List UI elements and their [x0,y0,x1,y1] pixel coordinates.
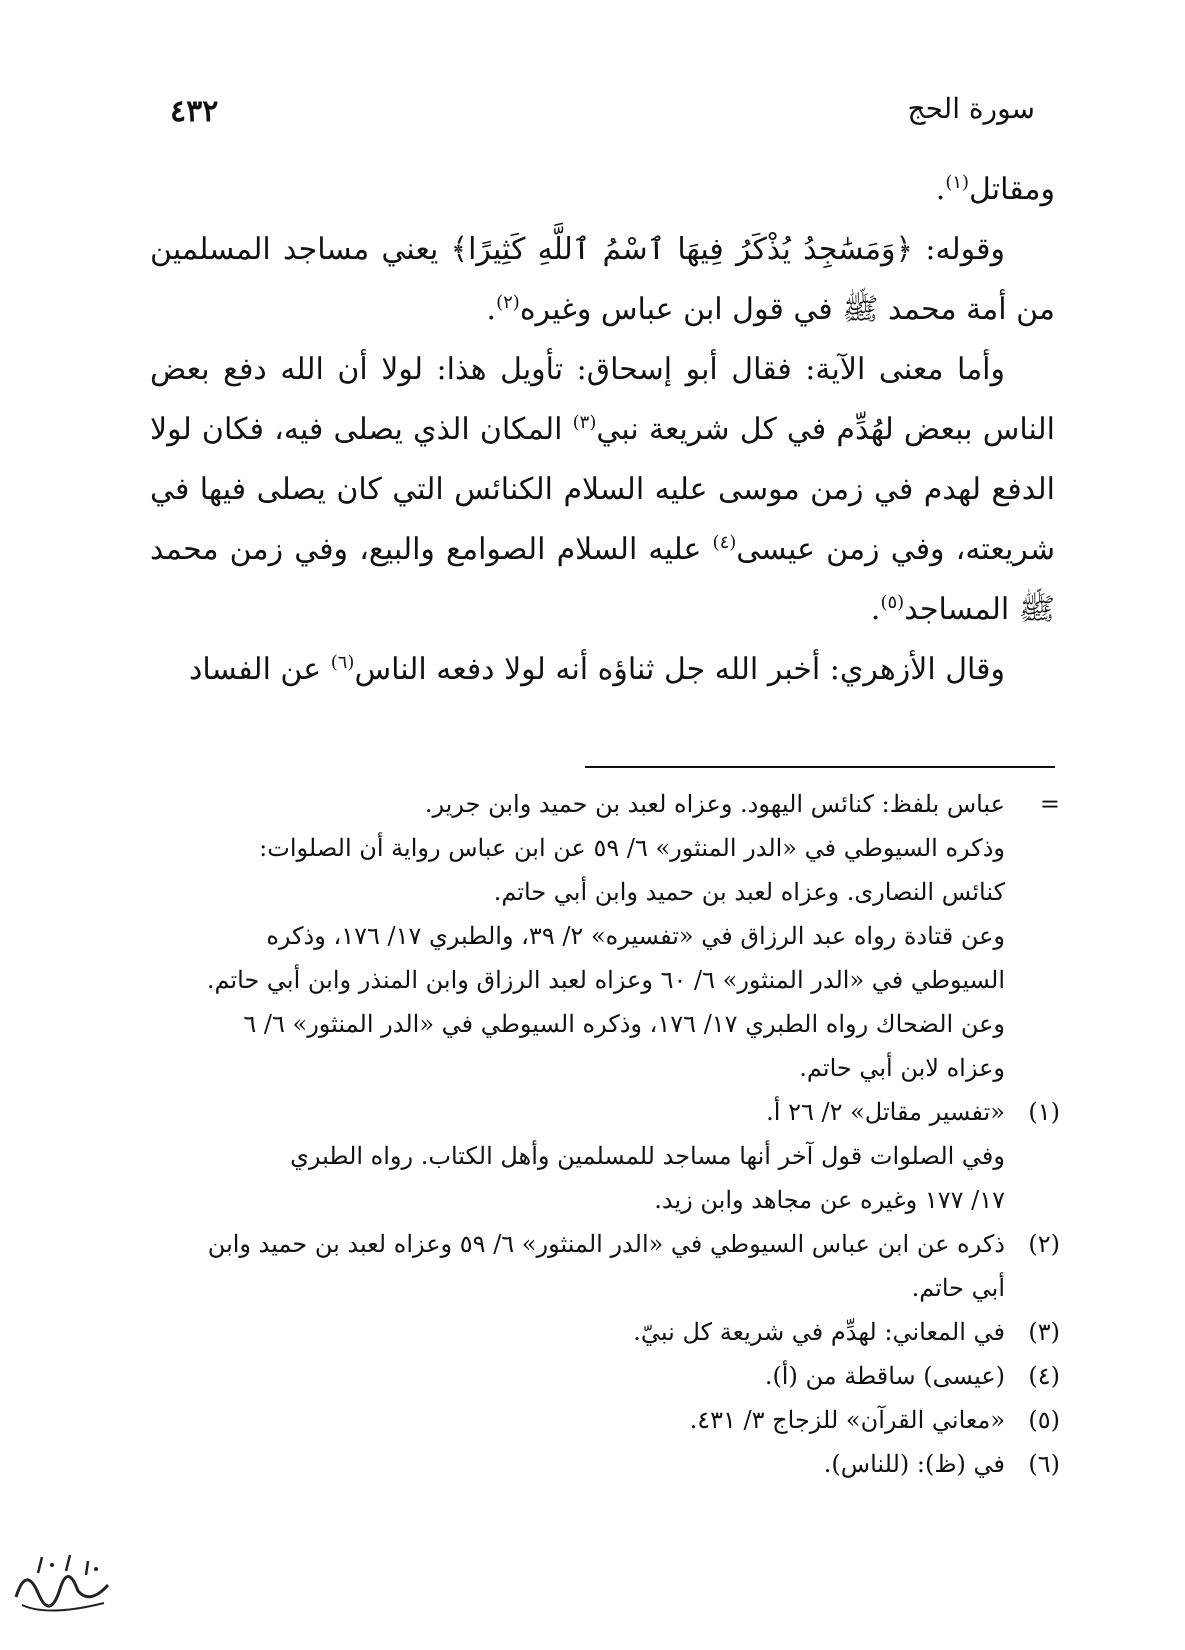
footnote-number: (٤) [1028,1362,1060,1390]
footnote-continuation [125,782,1060,1090]
footnote-line: (عيسى) ساقطة من (أ). [764,1362,1005,1390]
footnote-body [125,1090,1005,1222]
quran-verse: ﴿وَمَسَٰجِدُ يُذْكَرُ فِيهَا ٱسْمُ ٱللَّهِ كَثِيرًا﴾ [450,232,914,267]
footnote-body [125,1310,1005,1354]
paragraph-3: وأما معنى الآية: فقال أبو إسحاق: تأويل هذا: لولا أن الله دفع بعض الناس ببعض لهُدِّم في كل شريعة نبي$^{(٣)}$ المكان الذي يصلى فيه، فكان لولا الدفع لهدم في زمن موسى عليه السلام الكنائس التي كان يصلى فيها في شريعته، وفي زمن عيسى$^{(٤)}$ عليه السلام الصوامع والبيع، وفي زمن محمد ﷺ المساجد$^{(٥)}$. [150,352,1056,627]
footnote-ref-3[interactable]: (٣) [572,412,597,433]
footnote-line: وفي الصلوات قول آخر أنها مساجد للمسلمين وأهل الكتاب. رواه الطبري [290,1142,1005,1170]
footnote-ref-4[interactable]: (٤) [712,532,737,553]
footnote-line: عباس بلفظ: كنائس اليهود. وعزاه لعبد بن حميد وابن جرير. [424,790,1005,818]
footnote-ref-5[interactable]: (٥) [880,592,905,613]
footnote-body [125,1222,1005,1310]
footnote-ref-2[interactable]: (٢) [496,292,520,313]
footnotes [125,782,1060,1486]
footnote-5 [125,1398,1060,1442]
footnote-body [125,1442,1005,1486]
footnote-body [125,1354,1005,1398]
footnote-ref-6[interactable]: (٦) [330,652,355,673]
footnote-number: (٦) [1028,1450,1060,1478]
footnote-line: ١٧/ ١٧٧ وغيره عن مجاهد وابن زيد. [654,1186,1005,1214]
footnote-number: (٥) [1028,1406,1060,1434]
footnote-line: «تفسير مقاتل» ٢/ ٢٦ أ. [766,1098,1005,1126]
footnote-line: وعزاه لابن أبي حاتم. [799,1054,1005,1082]
footnote-separator [585,766,1055,768]
footnote-line: ذكره عن ابن عباس السيوطي في «الدر المنثور» ٦/ ٥٩ وعزاه لعبد بن حميد وابن [207,1230,1005,1258]
main-text [150,160,1055,700]
footnote-line: في (ظ): (للناس). [823,1450,1005,1478]
footnote-1 [125,1090,1060,1222]
paragraph-2: وقوله: ﴿وَمَسَٰجِدُ يُذْكَرُ فِيهَا ٱسْمُ ٱللَّهِ كَثِيرًا﴾ يعني مساجد المسلمين من أمة محمد ﷺ في قول ابن عباس وغيره$^{(٢)}$. [150,232,1055,327]
footnote-line: وعن الضحاك رواه الطبري ١٧/ ١٧٦، وذكره السيوطي في «الدر المنثور» ٦/ ٦ [243,1010,1005,1038]
publisher-stamp-graphic [8,1545,118,1625]
footnote-4 [125,1354,1060,1398]
continuation-marker: = [1039,790,1060,818]
paragraph-4: وقال الأزهري: أخبر الله جل ثناؤه أنه لولا دفعه الناس$^{(٦)}$ عن الفساد [188,652,1005,687]
footnote-number: (١) [1028,1098,1060,1126]
footnote-line: أبي حاتم. [911,1274,1005,1302]
footnote-2 [125,1222,1060,1310]
footnote-line: كنائس النصارى. وعزاه لعبد بن حميد وابن أبي حاتم. [493,878,1005,906]
footnote-line: السيوطي في «الدر المنثور» ٦/ ٦٠ وعزاه لعبد الرزاق وابن المنذر وابن أبي حاتم. [206,966,1005,994]
footnote-line: «معاني القرآن» للزجاج ٣/ ٤٣١. [689,1406,1005,1434]
footnote-line: وذكره السيوطي في «الدر المنثور» ٦/ ٥٩ عن ابن عباس رواية أن الصلوات: [259,834,1005,862]
footnote-line: وعن قتادة رواه عبد الرزاق في «تفسيره» ٢/ ٣٩، والطبري ١٧/ ١٧٦، وذكره [266,922,1005,950]
footnote-number: (٣) [1028,1318,1060,1346]
paragraph-1: ومقاتل$^{(١)}$. [935,172,1055,207]
footnote-body [125,782,1005,1090]
footnote-line: في المعاني: لهدِّم في شريعة كل نبيّ. [633,1318,1005,1346]
footnote-3 [125,1310,1060,1354]
page-number: ٤٣٢ [170,94,219,129]
surah-title: سورة الحج [907,92,1035,125]
footnote-number: (٢) [1028,1230,1060,1258]
footnote-6 [125,1442,1060,1486]
footnote-body [125,1398,1005,1442]
footnote-ref-1[interactable]: (١) [945,172,970,193]
publisher-stamp-icon [8,1545,118,1625]
page-header [170,80,1035,130]
